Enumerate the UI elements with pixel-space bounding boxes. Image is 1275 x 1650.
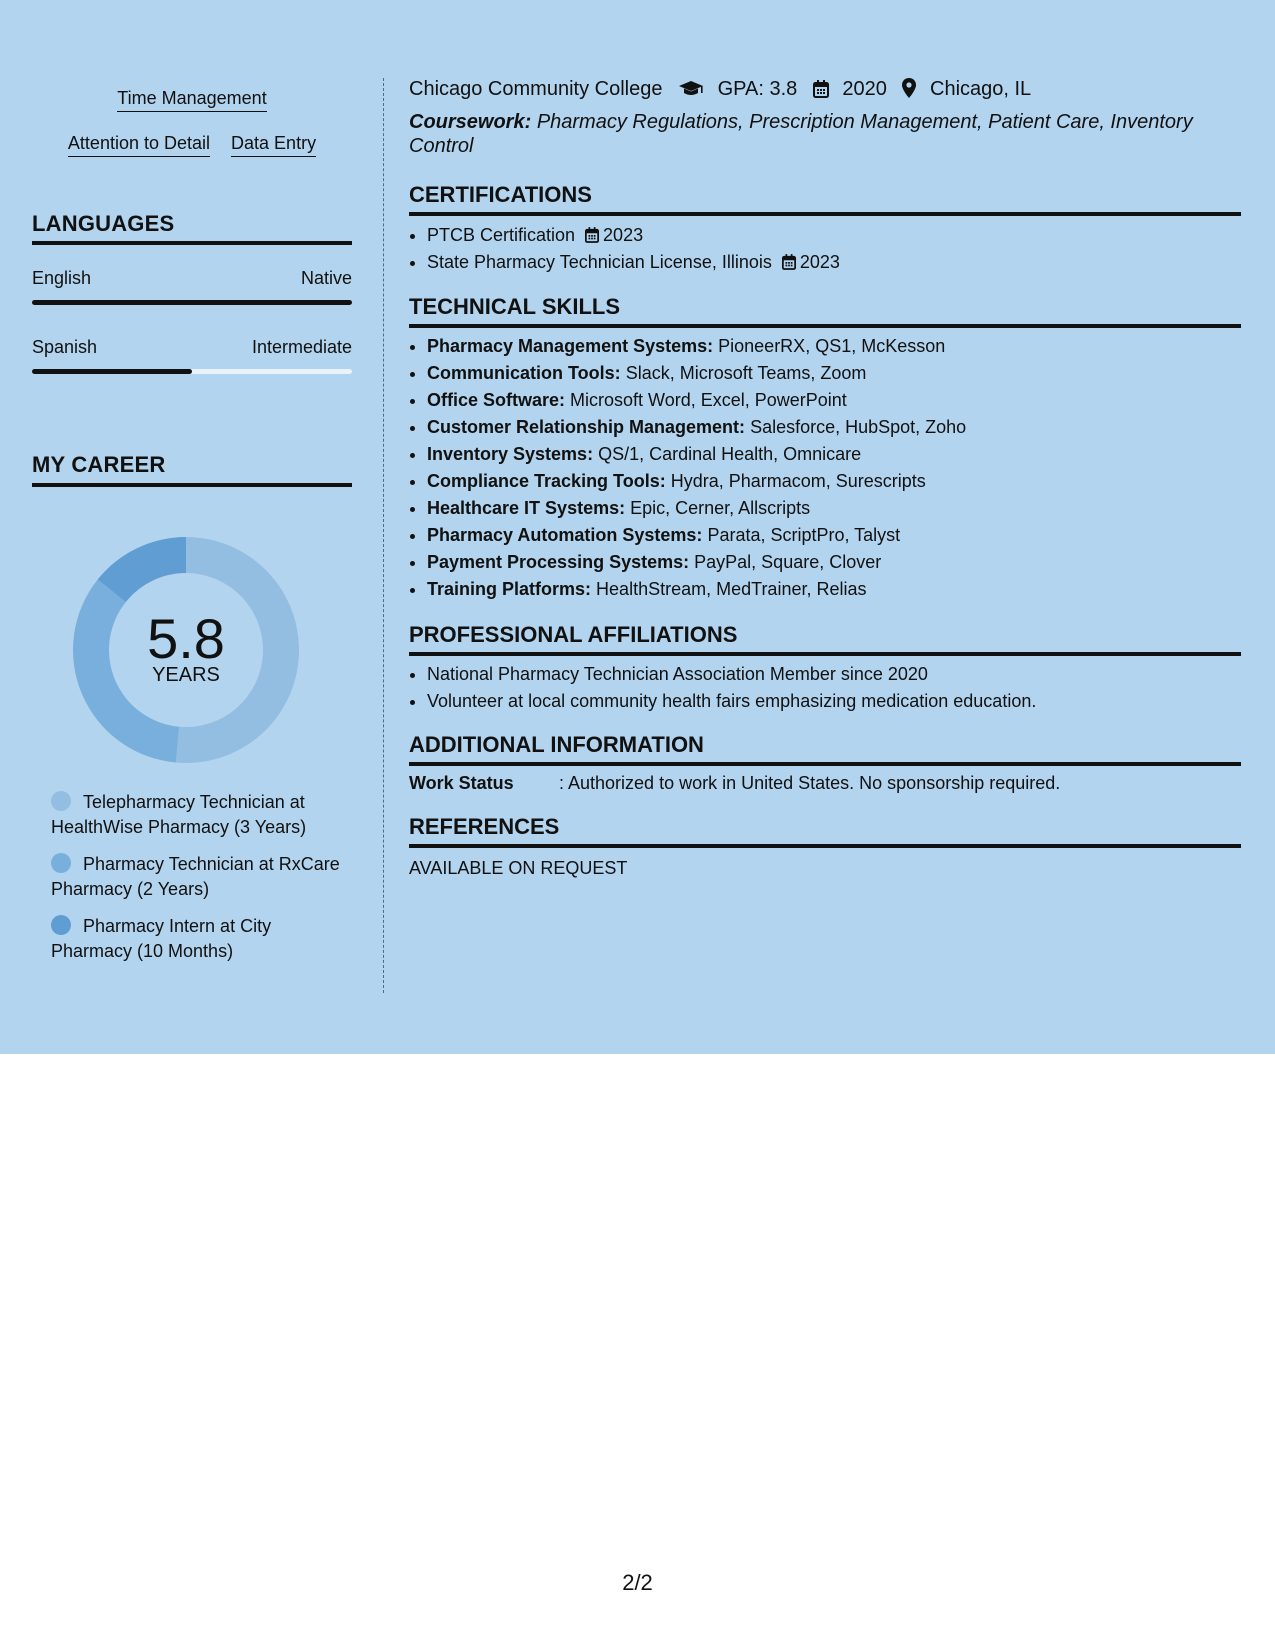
skill-tools: HealthStream, MedTrainer, Relias	[596, 579, 867, 599]
legend-dot-icon	[51, 853, 71, 873]
technical-skills-list	[409, 333, 966, 603]
technical-skill-item	[427, 549, 966, 576]
skill-tools: PioneerRX, QS1, McKesson	[718, 336, 946, 356]
technical-skill-item	[427, 414, 966, 441]
education-coursework	[409, 110, 1229, 158]
skill-category: Healthcare IT Systems:	[427, 498, 626, 518]
language-name: English	[32, 268, 92, 288]
career-title: MY CAREER	[32, 452, 166, 477]
skill-tag: Data Entry	[231, 133, 316, 157]
skill-category: Pharmacy Management Systems:	[427, 336, 714, 356]
legend-dot-icon	[51, 791, 71, 811]
certifications-list	[409, 222, 840, 276]
skill-tools: PayPal, Square, Clover	[694, 552, 882, 572]
additional-info-title: ADDITIONAL INFORMATION	[409, 732, 704, 757]
skill-category: Customer Relationship Management:	[427, 417, 746, 437]
education-location: Chicago, IL	[930, 78, 1032, 100]
technical-skill-item	[427, 495, 966, 522]
education-year: 2020	[842, 78, 887, 100]
skill-tools: Epic, Cerner, Allscripts	[630, 498, 811, 518]
career-legend-label: Telepharmacy Technician at HealthWise Pharmacy (3 Years)	[51, 792, 307, 837]
skills-row-2	[32, 133, 352, 157]
technical-skill-item	[427, 387, 966, 414]
affiliation-item: • National Pharmacy Technician Association Member since 2020	[427, 661, 1036, 688]
references-text: AVAILABLE ON REQUEST	[409, 858, 628, 878]
skill-category: Pharmacy Automation Systems:	[427, 525, 703, 545]
language-proficiency-fill	[32, 369, 192, 374]
calendar-icon	[813, 80, 829, 104]
skills-row-1	[32, 88, 352, 112]
certification-item	[427, 249, 840, 276]
skill-category: Payment Processing Systems:	[427, 552, 690, 572]
affiliations-list	[409, 661, 1036, 715]
column-divider	[383, 78, 384, 993]
languages-rule	[32, 241, 352, 245]
skill-category: Inventory Systems:	[427, 444, 594, 464]
career-donut-chart	[66, 530, 306, 770]
languages-title: LANGUAGES	[32, 211, 175, 236]
skill-tools: Microsoft Word, Excel, PowerPoint	[570, 390, 847, 410]
skill-tools: Salesforce, HubSpot, Zoho	[750, 417, 967, 437]
certification-year: 2023	[603, 225, 644, 245]
skill-category: Compliance Tracking Tools:	[427, 471, 666, 491]
skill-category: Office Software:	[427, 390, 566, 410]
technical-skills-title: TECHNICAL SKILLS	[409, 294, 621, 319]
technical-skill-item	[427, 360, 966, 387]
technical-skill-item	[427, 576, 966, 603]
certification-item	[427, 222, 840, 249]
certifications-rule	[409, 212, 1241, 216]
affiliations-rule	[409, 652, 1241, 656]
language-proficiency-fill	[32, 300, 352, 305]
skill-tag: Time Management	[117, 88, 266, 112]
technical-skill-item	[427, 333, 966, 360]
education-line	[409, 78, 1031, 104]
skill-category: Training Platforms:	[427, 579, 592, 599]
certification-name: State Pharmacy Technician License, Illinois	[427, 252, 772, 272]
technical-skill-item	[427, 468, 966, 495]
affiliation-item: • Volunteer at local community health fairs emphasizing medication education.	[427, 688, 1036, 715]
references-rule	[409, 844, 1241, 848]
language-proficiency-bar	[32, 369, 352, 374]
location-pin-icon	[902, 78, 916, 104]
certification-year: 2023	[799, 252, 840, 272]
career-legend-label: Pharmacy Intern at City Pharmacy (10 Months)	[51, 916, 272, 961]
technical-skill-item	[427, 441, 966, 468]
work-status-label: Work Status	[409, 773, 514, 793]
skill-tools: Parata, ScriptPro, Talyst	[707, 525, 901, 545]
coursework-list: Pharmacy Regulations, Prescription Management, Patient Care, Inventory Control	[409, 111, 1193, 157]
skill-category: Communication Tools:	[427, 363, 621, 383]
career-total-value: 5.8	[147, 607, 225, 670]
career-legend-item	[51, 790, 351, 840]
technical-skills-rule	[409, 324, 1241, 328]
calendar-icon	[782, 251, 796, 278]
career-legend	[51, 790, 351, 976]
career-legend-item	[51, 852, 351, 902]
education-gpa: GPA: 3.8	[717, 78, 798, 100]
graduation-cap-icon	[678, 80, 704, 104]
career-legend-item	[51, 914, 351, 964]
certifications-title: CERTIFICATIONS	[409, 182, 592, 207]
calendar-icon	[585, 224, 599, 251]
career-rule	[32, 483, 352, 487]
additional-info-rule	[409, 762, 1241, 766]
education-school: Chicago Community College	[409, 78, 663, 100]
skill-tools: Hydra, Pharmacom, Surescripts	[670, 471, 926, 491]
technical-skill-item	[427, 522, 966, 549]
language-proficiency-bar	[32, 300, 352, 305]
skill-tag: Attention to Detail	[68, 133, 210, 157]
language-level: Intermediate	[251, 337, 352, 357]
work-status-value: : Authorized to work in United States. No sponsorship required.	[559, 773, 1061, 793]
language-name: Spanish	[32, 337, 98, 357]
skill-tools: Slack, Microsoft Teams, Zoom	[625, 363, 867, 383]
career-legend-label: Pharmacy Technician at RxCare Pharmacy (2 Years)	[51, 854, 340, 899]
references-title: REFERENCES	[409, 814, 560, 839]
page-number: 2/2	[622, 1570, 653, 1595]
affiliations-title: PROFESSIONAL AFFILIATIONS	[409, 622, 738, 647]
legend-dot-icon	[51, 915, 71, 935]
skill-tools: QS/1, Cardinal Health, Omnicare	[598, 444, 862, 464]
language-level: Native	[300, 268, 352, 288]
career-total-unit: YEARS	[152, 664, 220, 686]
certification-name: PTCB Certification	[427, 225, 576, 245]
coursework-label: Coursework:	[409, 111, 532, 133]
